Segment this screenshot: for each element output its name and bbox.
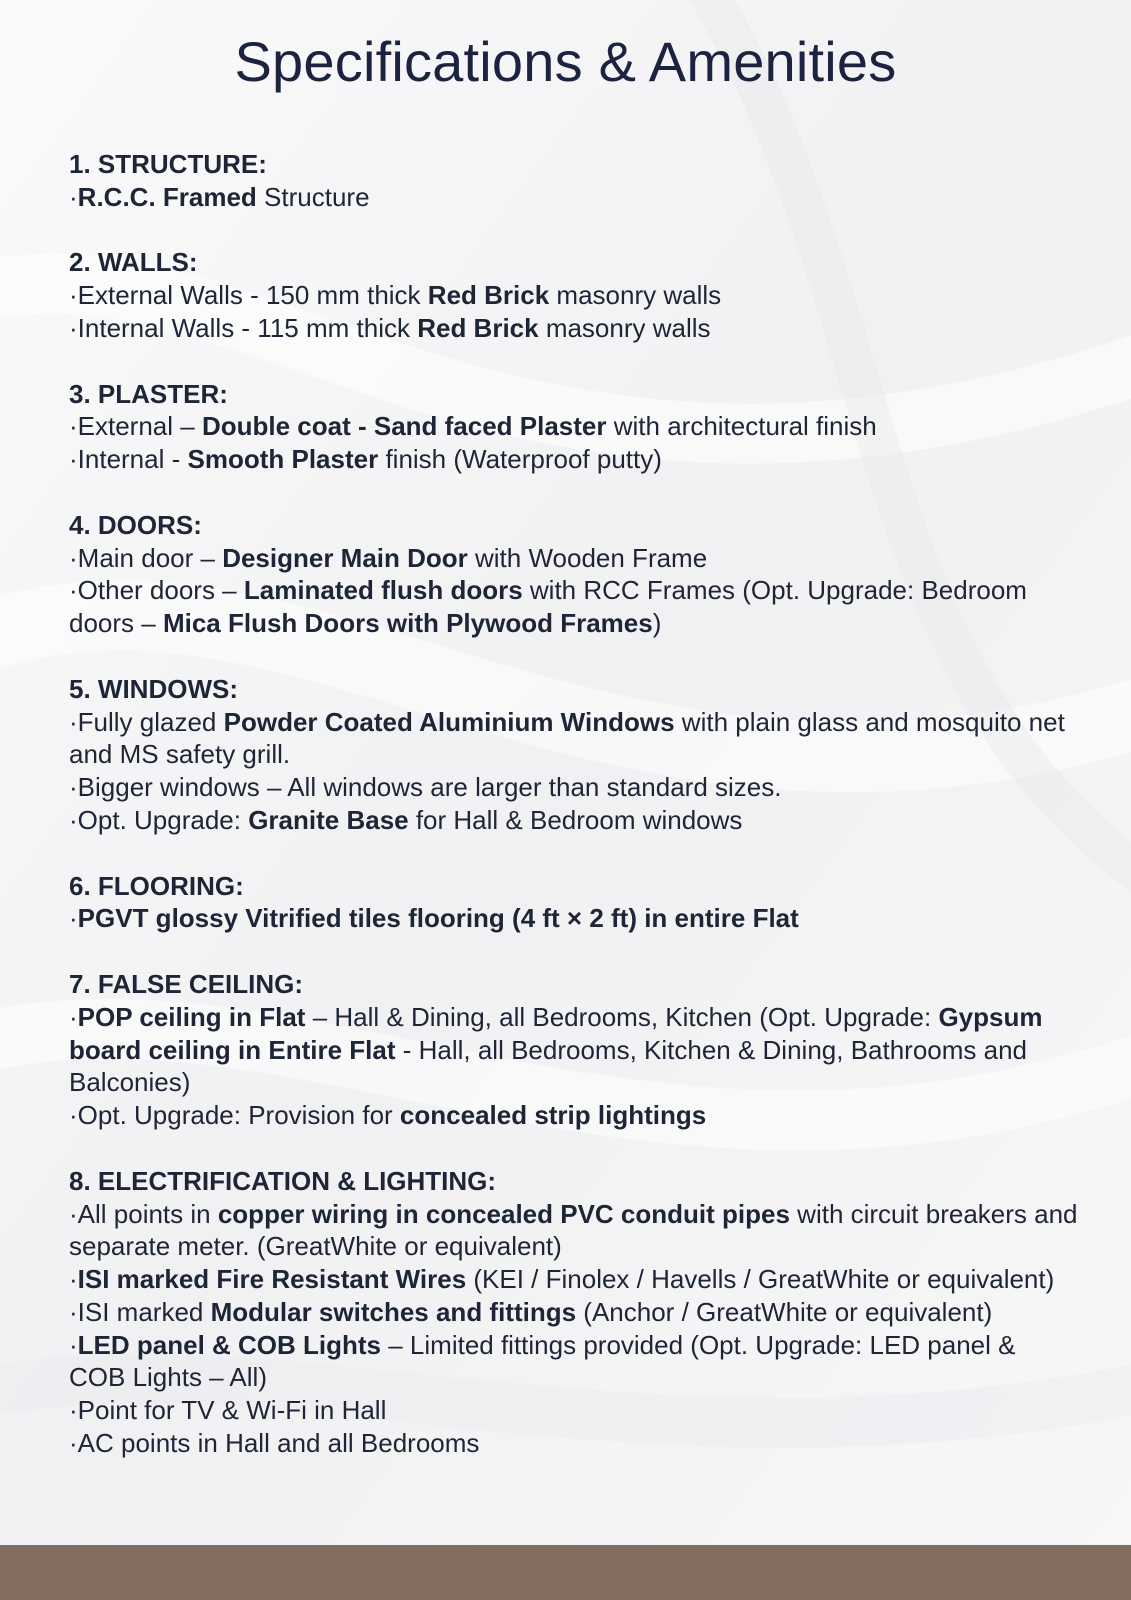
bold-text: Laminated flush doors [243,575,523,606]
spec-line [69,1394,1079,1427]
bold-text: PGVT glossy Vitrified tiles flooring (4 ft × 2 ft) in entire Flat [77,903,799,934]
spec-line [69,1329,1079,1395]
text-run: ·Internal Walls - 115 mm thick [69,312,418,343]
spec-line [69,443,1079,476]
bold-text: R.C.C. Framed [77,181,257,212]
text-run: ·External Walls - 150 mm thick [69,280,428,311]
bold-text: Granite Base [248,804,409,835]
text-run: ·All points in [69,1198,218,1229]
bold-text: Mica Flush Doors with Plywood Frames [162,608,653,639]
text-run: · [69,903,78,934]
spec-section [69,246,1079,344]
spec-line [69,1099,1079,1132]
section-heading: 7. FALSE CEILING: [69,968,304,999]
text-run: – Hall & Dining, all Bedrooms, Kitchen (Opt. Upgrade: [305,1001,939,1032]
bold-text: POP ceiling in Flat [77,1001,306,1032]
bold-text: Powder Coated Aluminium Windows [223,706,675,737]
bold-text: copper wiring in concealed PVC conduit pipes [217,1198,790,1229]
spec-line [69,574,1079,640]
text-run: ) [652,608,662,639]
text-run: Structure [256,181,370,212]
bold-text: Smooth Plaster [187,444,379,475]
section-heading: 6. FLOORING: [69,870,244,901]
text-run: with RCC Frames (Opt. Upgrade: Bedroom doors – [69,575,1027,639]
spec-line [69,181,1079,214]
spec-section [69,968,1079,1132]
text-run: ·ISI marked [69,1296,211,1327]
text-run: (Anchor / GreatWhite or equivalent) [576,1296,993,1327]
section-heading: 5. WINDOWS: [69,673,238,704]
text-run: ·Bigger windows – All windows are larger than standard sizes. [69,772,782,803]
text-run: masonry walls [549,280,722,311]
spec-section [69,378,1079,476]
spec-line [69,706,1079,772]
spec-list [69,148,1079,1493]
text-run: (KEI / Finolex / Havells / GreatWhite or equivalent) [466,1264,1055,1295]
spec-line [69,902,1079,935]
bold-text: Red Brick [427,280,550,311]
spec-line [69,1001,1079,1099]
section-heading: 2. WALLS: [69,247,198,278]
spec-section [69,1165,1079,1460]
text-run: finish (Waterproof putty) [378,444,662,475]
spec-line [69,279,1079,312]
text-run: ·Opt. Upgrade: Provision for [69,1100,400,1131]
text-run: with plain glass and mosquito net and MS safety grill. [69,706,1065,770]
text-run: · [69,1329,78,1360]
bold-text: LED panel & COB Lights [77,1329,382,1360]
text-run: with architectural finish [606,411,877,442]
text-run: – Limited fittings provided (Opt. Upgrade: LED panel & COB Lights – All) [69,1329,1016,1393]
text-run: ·AC points in Hall and all Bedrooms [69,1428,480,1459]
text-run: · [69,1001,78,1032]
text-run: for Hall & Bedroom windows [408,804,743,835]
section-heading: 1. STRUCTURE: [69,149,267,179]
text-run: ·Opt. Upgrade: [69,804,249,835]
text-run: masonry walls [538,312,711,343]
footer-bar [0,1545,1131,1600]
spec-section [69,870,1079,936]
spec-line [69,312,1079,345]
spec-section [69,509,1079,640]
bold-text: Modular switches and fittings [210,1296,577,1327]
spec-line [69,542,1079,575]
section-heading: 4. DOORS: [69,509,202,540]
text-run: with Wooden Frame [467,542,708,573]
text-run: - Hall, all Bedrooms, Kitchen & Dining, Bathrooms and Balconies) [69,1034,1028,1098]
text-run: ·Other doors – [69,575,244,606]
text-run: ·External – [69,411,202,442]
section-heading: 8. ELECTRIFICATION & LIGHTING: [69,1165,497,1196]
spec-section [69,673,1079,837]
bold-text: Double coat - Sand faced Plaster [201,411,607,442]
text-run: · [69,1264,78,1295]
text-run: ·Fully glazed [69,706,224,737]
page-title: Specifications & Amenities [234,30,897,93]
spec-line [69,804,1079,837]
text-run: ·Main door – [69,542,223,573]
text-run: ·Internal - [69,444,188,475]
bold-text: ISI marked Fire Resistant Wires [77,1264,467,1295]
spec-line [69,1263,1079,1296]
text-run: with circuit breakers and separate meter. (GreatWhite or equivalent) [69,1198,1078,1262]
spec-section [69,148,1079,214]
spec-line [69,410,1079,443]
text-run: · [69,181,78,212]
section-heading: 3. PLASTER: [69,378,228,409]
spec-line [69,771,1079,804]
bold-text: concealed strip lightings [399,1100,707,1131]
text-run: ·Point for TV & Wi-Fi in Hall [69,1395,387,1426]
spec-line [69,1296,1079,1329]
bold-text: Red Brick [417,312,539,343]
spec-line [69,1427,1079,1460]
spec-line [69,1198,1079,1264]
bold-text: Designer Main Door [222,542,468,573]
bold-text: Gypsum board ceiling in Entire Flat [69,1001,1043,1065]
